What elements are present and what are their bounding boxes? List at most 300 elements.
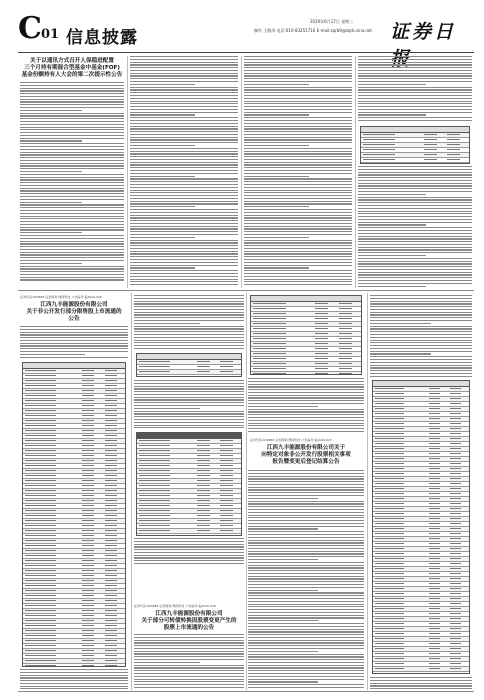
text-line bbox=[130, 206, 195, 207]
text-line bbox=[134, 422, 244, 423]
table-cell bbox=[429, 623, 441, 624]
table-cell bbox=[424, 149, 437, 150]
fund-notice-title bbox=[20, 58, 124, 79]
text-line bbox=[370, 303, 472, 304]
lower-column-3b bbox=[248, 470, 364, 689]
table-cell bbox=[429, 453, 441, 454]
table-cell bbox=[220, 475, 232, 476]
table-cell bbox=[82, 665, 94, 666]
table-cell bbox=[429, 498, 441, 499]
text-line bbox=[358, 261, 472, 262]
text-line bbox=[370, 337, 472, 338]
table-cell bbox=[25, 515, 56, 516]
table-cell bbox=[253, 358, 286, 359]
table-cell bbox=[375, 668, 404, 669]
text-line bbox=[370, 298, 472, 299]
text-line bbox=[358, 98, 472, 99]
table-cell bbox=[339, 313, 352, 314]
text-line bbox=[130, 178, 238, 179]
table-cell bbox=[424, 154, 437, 155]
text-line bbox=[244, 223, 352, 224]
text-line bbox=[244, 134, 352, 135]
table-cell bbox=[105, 560, 117, 561]
text-line bbox=[248, 637, 364, 638]
text-line bbox=[130, 64, 238, 65]
text-line bbox=[134, 656, 244, 657]
table-cell bbox=[139, 500, 170, 501]
text-line bbox=[248, 617, 364, 618]
text-line bbox=[248, 487, 364, 488]
table-cell bbox=[220, 470, 232, 471]
text-line bbox=[358, 109, 472, 110]
table-cell bbox=[139, 475, 170, 476]
text-line bbox=[248, 425, 364, 426]
text-line bbox=[358, 177, 472, 178]
text-line bbox=[248, 548, 364, 549]
text-line bbox=[370, 367, 472, 368]
text-line bbox=[358, 202, 472, 203]
text-line bbox=[20, 351, 128, 352]
text-line bbox=[244, 56, 352, 57]
text-line bbox=[358, 219, 472, 220]
text-line bbox=[134, 380, 244, 381]
text-line bbox=[248, 659, 364, 660]
text-line bbox=[20, 177, 124, 178]
table-cell bbox=[450, 603, 462, 604]
table-cell bbox=[429, 598, 441, 599]
text-line bbox=[244, 109, 352, 110]
text-line bbox=[20, 90, 124, 91]
notice-code-line: 证券代码:600883 证券简称:博闻科技 公告编号:临2020-026 bbox=[20, 295, 102, 299]
table-cell bbox=[375, 468, 404, 469]
masthead bbox=[18, 12, 474, 52]
text-line bbox=[134, 317, 244, 318]
table-cell bbox=[429, 573, 441, 574]
text-line bbox=[134, 301, 244, 302]
lower-column-2a bbox=[134, 295, 244, 351]
table-cell bbox=[450, 503, 462, 504]
table-cell bbox=[105, 410, 117, 411]
table-cell bbox=[25, 640, 56, 641]
text-line bbox=[130, 67, 238, 68]
text-line bbox=[130, 167, 238, 168]
table-cell bbox=[375, 433, 404, 434]
table-cell bbox=[450, 438, 462, 439]
text-line bbox=[134, 416, 244, 417]
text-line bbox=[358, 169, 472, 170]
text-line bbox=[248, 478, 364, 479]
text-line bbox=[20, 168, 124, 169]
text-line bbox=[244, 256, 352, 257]
text-line bbox=[248, 606, 364, 607]
text-line bbox=[130, 223, 238, 224]
table-cell bbox=[339, 373, 352, 374]
table-cell bbox=[253, 338, 286, 339]
text-line bbox=[248, 573, 364, 574]
text-line bbox=[20, 88, 124, 89]
text-line bbox=[20, 232, 82, 233]
text-line bbox=[370, 326, 472, 327]
table-cell bbox=[450, 513, 462, 514]
table-cell bbox=[375, 548, 404, 549]
table-cell bbox=[450, 533, 462, 534]
table-cell bbox=[450, 528, 462, 529]
text-line bbox=[20, 675, 128, 676]
table-cell bbox=[375, 428, 404, 429]
table-cell bbox=[105, 490, 117, 491]
text-line bbox=[20, 163, 124, 164]
text-line bbox=[134, 408, 200, 409]
text-line bbox=[248, 495, 364, 496]
table-cell bbox=[429, 388, 441, 389]
text-line bbox=[20, 115, 124, 116]
table-cell bbox=[429, 648, 441, 649]
table-cell bbox=[105, 465, 117, 466]
text-line bbox=[248, 386, 364, 387]
text-line bbox=[370, 362, 472, 363]
table-cell bbox=[375, 598, 404, 599]
text-line bbox=[248, 626, 364, 627]
text-line bbox=[358, 75, 472, 76]
text-line bbox=[358, 64, 472, 65]
column-divider bbox=[127, 56, 128, 288]
table-cell bbox=[105, 375, 117, 376]
text-line bbox=[134, 684, 244, 685]
text-line bbox=[358, 227, 472, 228]
text-line bbox=[244, 95, 352, 96]
text-line bbox=[358, 120, 472, 121]
text-line bbox=[244, 198, 352, 199]
text-line bbox=[358, 106, 472, 107]
table-cell bbox=[25, 550, 56, 551]
text-line bbox=[370, 340, 472, 341]
text-line bbox=[358, 81, 472, 82]
table-cell bbox=[25, 475, 56, 476]
text-line bbox=[248, 590, 318, 591]
text-line bbox=[248, 381, 364, 382]
text-line bbox=[248, 509, 364, 510]
table-cell bbox=[315, 358, 328, 359]
upper-column-3 bbox=[244, 56, 352, 287]
table-cell bbox=[105, 420, 117, 421]
text-line bbox=[358, 277, 472, 278]
lower-column-4a bbox=[370, 295, 472, 377]
text-line bbox=[130, 170, 238, 171]
text-line bbox=[248, 397, 364, 398]
text-line bbox=[134, 303, 244, 304]
table-cell bbox=[375, 593, 404, 594]
table-cell bbox=[220, 490, 232, 491]
text-line bbox=[20, 254, 124, 255]
text-line bbox=[358, 89, 472, 90]
text-line bbox=[134, 413, 244, 414]
text-line bbox=[20, 260, 124, 261]
text-line bbox=[358, 258, 472, 259]
text-line bbox=[20, 101, 124, 102]
text-line bbox=[20, 669, 128, 670]
text-line bbox=[134, 563, 244, 564]
table-cell bbox=[82, 455, 94, 456]
table-cell bbox=[197, 510, 209, 511]
table-cell bbox=[82, 370, 94, 371]
text-line bbox=[244, 64, 352, 65]
text-line bbox=[248, 559, 318, 560]
table-cell bbox=[82, 490, 94, 491]
table-cell bbox=[315, 318, 328, 319]
lower-column-4b bbox=[370, 677, 472, 689]
text-line bbox=[134, 662, 200, 663]
text-line bbox=[130, 137, 238, 138]
lower-column-2c bbox=[134, 538, 244, 566]
text-line bbox=[130, 153, 238, 154]
table-cell bbox=[375, 483, 404, 484]
text-line bbox=[134, 399, 244, 400]
table-cell bbox=[105, 570, 117, 571]
table-cell bbox=[82, 580, 94, 581]
text-line bbox=[248, 515, 364, 516]
text-line bbox=[20, 235, 124, 236]
text-line bbox=[358, 205, 472, 206]
table-cell bbox=[25, 510, 56, 511]
text-line bbox=[248, 640, 364, 641]
table-cell bbox=[25, 605, 56, 606]
table-cell bbox=[450, 543, 462, 544]
fund-notice-title-line: 三个月持有期混合型基金中基金(FOF) bbox=[24, 65, 120, 71]
table-cell bbox=[105, 425, 117, 426]
text-line bbox=[248, 506, 364, 507]
text-line bbox=[20, 190, 124, 191]
table-cell bbox=[25, 390, 56, 391]
table-cell bbox=[429, 528, 441, 529]
text-line bbox=[20, 337, 128, 338]
text-line bbox=[244, 84, 309, 85]
table-cell bbox=[25, 435, 56, 436]
text-line bbox=[248, 395, 364, 396]
text-line bbox=[130, 62, 238, 63]
fund-notice-title-line: 基金份额持有人大会的第二次提示性公告 bbox=[21, 72, 123, 78]
table-cell bbox=[82, 570, 94, 571]
column-divider bbox=[367, 293, 368, 690]
table-cell bbox=[450, 508, 462, 509]
table-cell bbox=[450, 453, 462, 454]
table-cell bbox=[450, 418, 462, 419]
table-cell bbox=[450, 553, 462, 554]
table-cell bbox=[105, 510, 117, 511]
text-line bbox=[248, 687, 364, 688]
text-line bbox=[20, 96, 124, 97]
table-cell bbox=[82, 625, 94, 626]
text-line bbox=[244, 103, 352, 104]
text-line bbox=[358, 188, 472, 189]
table-cell bbox=[424, 139, 437, 140]
text-line bbox=[134, 312, 244, 313]
table-cell bbox=[105, 605, 117, 606]
table-cell bbox=[25, 445, 56, 446]
text-line bbox=[244, 151, 352, 152]
table-cell bbox=[82, 555, 94, 556]
table-cell bbox=[82, 590, 94, 591]
table-cell bbox=[139, 495, 170, 496]
text-line bbox=[130, 101, 238, 102]
table-cell bbox=[220, 465, 232, 466]
table-cell bbox=[105, 650, 117, 651]
text-line bbox=[20, 157, 124, 158]
text-line bbox=[358, 283, 472, 284]
table-cell bbox=[363, 139, 395, 140]
text-line bbox=[20, 224, 124, 225]
table-cell bbox=[139, 366, 170, 367]
text-line bbox=[244, 87, 352, 88]
table-cell bbox=[82, 435, 94, 436]
table-cell bbox=[105, 580, 117, 581]
table-cell bbox=[82, 470, 94, 471]
table-cell bbox=[25, 660, 56, 661]
table-cell bbox=[82, 385, 94, 386]
text-line bbox=[130, 198, 238, 199]
text-line bbox=[130, 273, 238, 274]
table-cell bbox=[375, 648, 404, 649]
table-cell bbox=[429, 508, 441, 509]
text-line bbox=[248, 556, 364, 557]
text-line bbox=[134, 637, 244, 638]
table-cell bbox=[429, 638, 441, 639]
text-line bbox=[248, 679, 364, 680]
text-line bbox=[248, 428, 364, 429]
text-line bbox=[358, 197, 472, 198]
table-cell bbox=[105, 530, 117, 531]
text-line bbox=[244, 284, 352, 285]
text-line bbox=[244, 167, 352, 168]
text-line bbox=[244, 234, 352, 235]
text-line bbox=[358, 280, 472, 281]
section-name: 信息披露 bbox=[66, 28, 138, 48]
text-line bbox=[248, 503, 364, 504]
table-cell bbox=[447, 134, 460, 135]
table-cell bbox=[375, 618, 404, 619]
shareholder-table bbox=[22, 362, 126, 667]
text-line bbox=[134, 314, 244, 315]
text-line bbox=[20, 174, 124, 175]
text-line bbox=[244, 267, 309, 268]
text-line bbox=[20, 343, 128, 344]
text-line bbox=[134, 419, 244, 420]
table-cell bbox=[197, 366, 209, 367]
table-cell bbox=[315, 373, 328, 374]
issue-date: 2020年6月17日 星期三 bbox=[310, 19, 354, 24]
fund-notice-title-line: 关于以通讯方式召开人保稳进配置 bbox=[30, 58, 114, 64]
text-line bbox=[130, 201, 238, 202]
table-cell bbox=[339, 358, 352, 359]
table-row bbox=[137, 534, 241, 536]
text-line bbox=[130, 245, 238, 246]
text-line bbox=[134, 676, 244, 677]
table-cell bbox=[450, 623, 462, 624]
text-line bbox=[244, 112, 352, 113]
text-line bbox=[248, 567, 364, 568]
table-cell bbox=[375, 508, 404, 509]
text-line bbox=[134, 549, 244, 550]
text-line bbox=[20, 179, 124, 180]
lower-table-4 bbox=[372, 380, 470, 674]
table-cell bbox=[25, 505, 56, 506]
table-cell bbox=[105, 395, 117, 396]
text-line bbox=[248, 612, 364, 613]
table-cell bbox=[450, 493, 462, 494]
column-divider bbox=[355, 56, 356, 288]
text-line bbox=[130, 112, 238, 113]
table-cell bbox=[450, 643, 462, 644]
table-cell bbox=[105, 475, 117, 476]
text-line bbox=[244, 101, 352, 102]
text-line bbox=[358, 269, 472, 270]
text-line bbox=[358, 236, 472, 237]
table-cell bbox=[429, 393, 441, 394]
text-line bbox=[20, 193, 124, 194]
text-line bbox=[248, 489, 364, 490]
table-cell bbox=[139, 510, 170, 511]
text-line bbox=[370, 320, 472, 321]
text-line bbox=[134, 405, 244, 406]
table-cell bbox=[82, 450, 94, 451]
table-cell bbox=[375, 493, 404, 494]
text-line bbox=[20, 199, 124, 200]
text-line bbox=[20, 279, 124, 280]
text-line bbox=[358, 112, 472, 113]
text-line bbox=[134, 391, 244, 392]
table-cell bbox=[429, 578, 441, 579]
text-line bbox=[130, 131, 238, 132]
table-cell bbox=[375, 543, 404, 544]
table-cell bbox=[450, 518, 462, 519]
table-cell bbox=[105, 575, 117, 576]
table-cell bbox=[375, 533, 404, 534]
text-line bbox=[248, 592, 364, 593]
table-cell bbox=[82, 495, 94, 496]
table-cell bbox=[429, 403, 441, 404]
table-cell bbox=[139, 520, 170, 521]
text-line bbox=[130, 220, 238, 221]
text-line bbox=[248, 654, 364, 655]
text-line bbox=[244, 117, 352, 118]
text-line bbox=[134, 309, 244, 310]
text-line bbox=[358, 249, 472, 250]
table-cell bbox=[375, 458, 404, 459]
table-cell bbox=[25, 420, 56, 421]
table-cell bbox=[339, 328, 352, 329]
text-line bbox=[370, 351, 472, 352]
text-line bbox=[134, 640, 244, 641]
text-line bbox=[358, 191, 472, 192]
text-line bbox=[20, 334, 128, 335]
text-line bbox=[130, 226, 238, 227]
text-line bbox=[244, 192, 352, 193]
table-cell bbox=[450, 443, 462, 444]
text-line bbox=[358, 199, 472, 200]
text-line bbox=[20, 257, 124, 258]
table-cell bbox=[82, 565, 94, 566]
text-line bbox=[244, 106, 352, 107]
text-line bbox=[130, 240, 238, 241]
text-line bbox=[248, 684, 364, 685]
table-cell bbox=[25, 555, 56, 556]
table-cell bbox=[105, 635, 117, 636]
column-divider bbox=[246, 293, 247, 690]
text-line bbox=[358, 247, 472, 248]
text-line bbox=[248, 553, 364, 554]
text-line bbox=[248, 378, 364, 379]
text-line bbox=[248, 615, 364, 616]
table-cell bbox=[375, 673, 404, 674]
